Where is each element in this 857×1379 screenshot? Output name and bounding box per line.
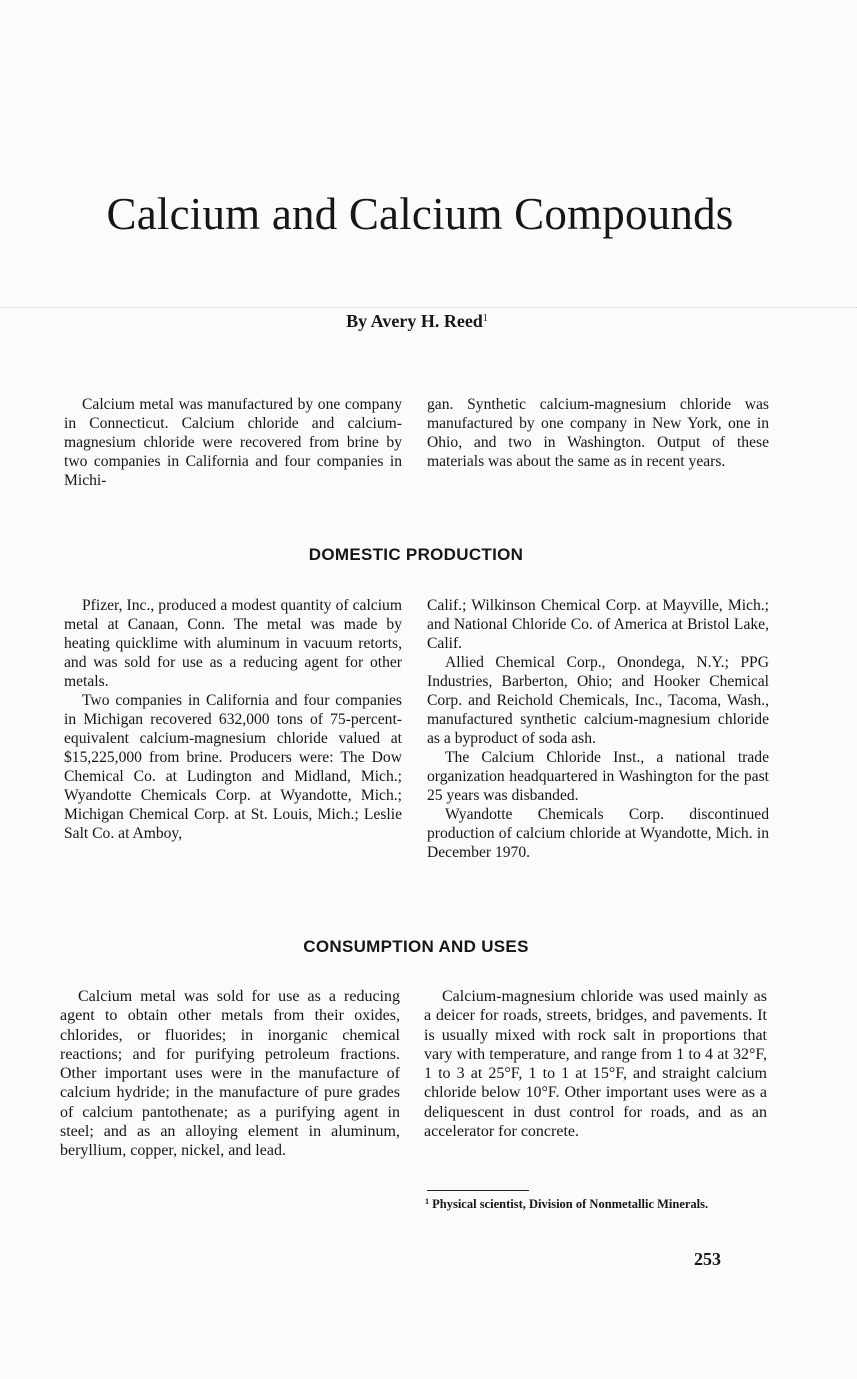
intro-left-column xyxy=(64,395,402,490)
footnote-divider xyxy=(427,1190,529,1191)
domestic-right-column xyxy=(427,596,769,862)
page-title: Calcium and Calcium Compounds xyxy=(106,189,734,239)
domestic-paragraph: Allied Chemical Corp., Onondega, N.Y.; PPG Industries, Barberton, Ohio; and Hooker Chemical Corp. and Reichold Chemicals, Inc., Tacoma, Wash., manufactured synthetic calcium-magnesium chloride as a byproduct of soda ash. xyxy=(427,654,769,747)
domestic-paragraph: Wyandotte Chemicals Corp. discontinued production of calcium chloride at Wyandotte, Mich. in December 1970. xyxy=(427,806,769,861)
consumption-left-column xyxy=(60,987,400,1161)
intro-paragraph-left: Calcium metal was manufactured by one company in Connecticut. Calcium chloride and calcium-magnesium chloride were recovered from brine by two companies in California and four companies in Michi- xyxy=(64,396,402,489)
domestic-paragraph: Two companies in California and four companies in Michigan recovered 632,000 tons of 75-percent-equivalent calcium-magnesium chloride valued at $15,225,000 from brine. Producers were: The Dow Chemical Co. at Ludington and Midland, Mich.; Wyandotte Chemicals Corp. at Wyandotte, Mich.; Michigan Chemical Corp. at St. Louis, Mich.; Leslie Salt Co. at Amboy, xyxy=(64,692,402,842)
domestic-paragraph-continued: Calif.; Wilkinson Chemical Corp. at Mayville, Mich.; and National Chloride Co. of America at Bristol Lake, Calif. xyxy=(427,597,769,652)
footnote-mark: 1 xyxy=(425,1197,429,1206)
section-heading-domestic-production: DOMESTIC PRODUCTION xyxy=(308,545,524,564)
consumption-paragraph-right: Calcium-magnesium chloride was used mainly as a deicer for roads, streets, bridges, and pavements. It is usually mixed with rock salt in proportions that vary with temperature, and range from 1 to 4 at 32°F, 1 to 3 at 25°F, 1 to 1 at 15°F, and straight calcium chloride below 10°F. Other important uses were as a deliquescent in dust control for roads, and as an accelerator for concrete. xyxy=(424,988,767,1141)
header-divider xyxy=(0,307,857,308)
domestic-left-column xyxy=(64,596,402,843)
page-number: 253 xyxy=(694,1249,721,1269)
byline xyxy=(0,311,834,332)
author-footnote-mark: 1 xyxy=(482,313,488,324)
intro-right-column xyxy=(427,395,769,471)
consumption-right-column xyxy=(424,987,767,1141)
section-heading-consumption-and-uses: CONSUMPTION AND USES xyxy=(303,937,529,956)
author-name: By Avery H. Reed xyxy=(346,311,483,331)
footnote xyxy=(425,1195,767,1211)
domestic-paragraph: Pfizer, Inc., produced a modest quantity of calcium metal at Canaan, Conn. The metal was made by heating quicklime with aluminum in vacuum retorts, and was sold for use as a reducing agent for other metals. xyxy=(64,597,402,690)
consumption-paragraph-left: Calcium metal was sold for use as a reducing agent to obtain other metals from their oxides, chlorides, or fluorides; in inorganic chemical reactions; and for purifying petroleum fractions. Other important uses were in the manufacture of calcium hydride; in the manufacture of pure grades of calcium pantothenate; as a purifying agent in steel; and as an alloying element in aluminum, beryllium, copper, nickel, and lead. xyxy=(60,988,400,1160)
domestic-paragraph: The Calcium Chloride Inst., a national trade organization headquartered in Washington for the past 25 years was disbanded. xyxy=(427,749,769,804)
footnote-text: Physical scientist, Division of Nonmetallic Minerals. xyxy=(432,1197,709,1211)
intro-paragraph-right: gan. Synthetic calcium-magnesium chloride was manufactured by one company in New York, one in Ohio, and two in Washington. Output of these materials was about the same as in recent years. xyxy=(427,396,769,470)
